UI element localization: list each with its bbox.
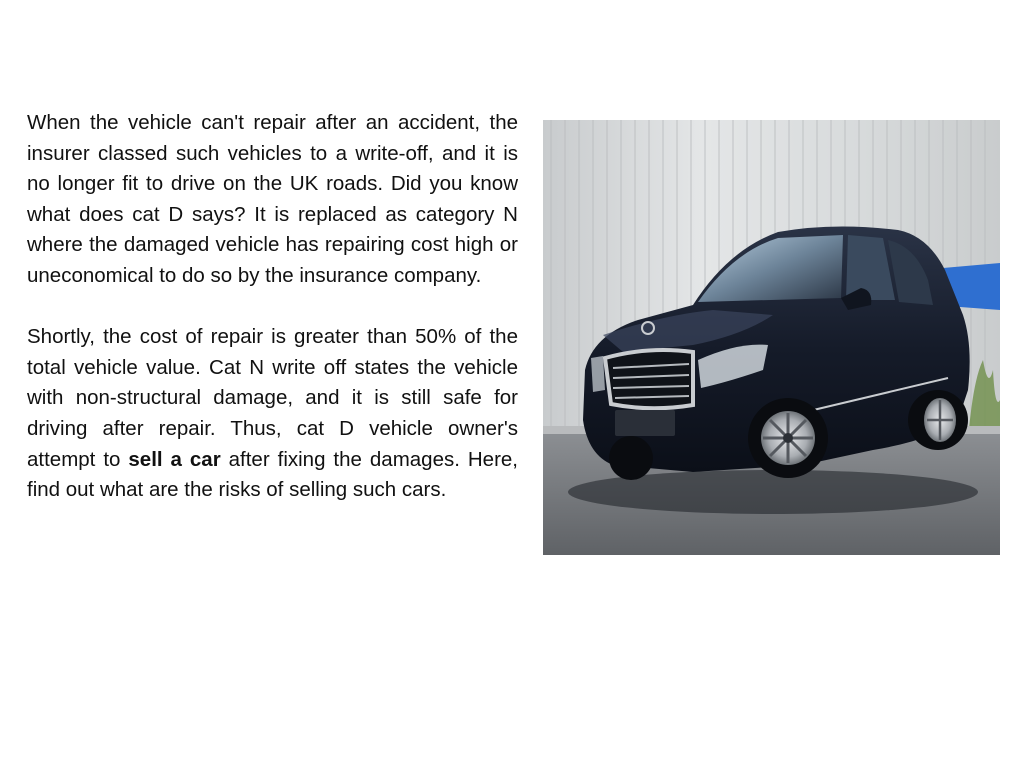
article-text (27, 108, 518, 506)
paragraph-2-text-before: Shortly, the cost of repair is greater than 50% of the total vehicle value. Cat N write off states the vehicle with non-structural damage, and it is still safe for driving after repair. Thus, cat D vehicle owner's attempt to (27, 325, 518, 471)
paragraph-2 (27, 322, 518, 506)
car-photo (543, 120, 1000, 555)
paragraph-2-text-after: after fixing the damages. Here, find out what are the risks of selling such cars. (27, 447, 519, 502)
paragraph-1: When the vehicle can't repair after an accident, the insurer classed such vehicles to a write-off, and it is no longer fit to drive on the UK roads. Did you know what does cat D says? It is replaced as category N where the damaged vehicle has repairing cost high or uneconomical to do so by the insurance company. (27, 111, 518, 287)
sell-a-car-link[interactable]: sell a car (128, 447, 221, 471)
